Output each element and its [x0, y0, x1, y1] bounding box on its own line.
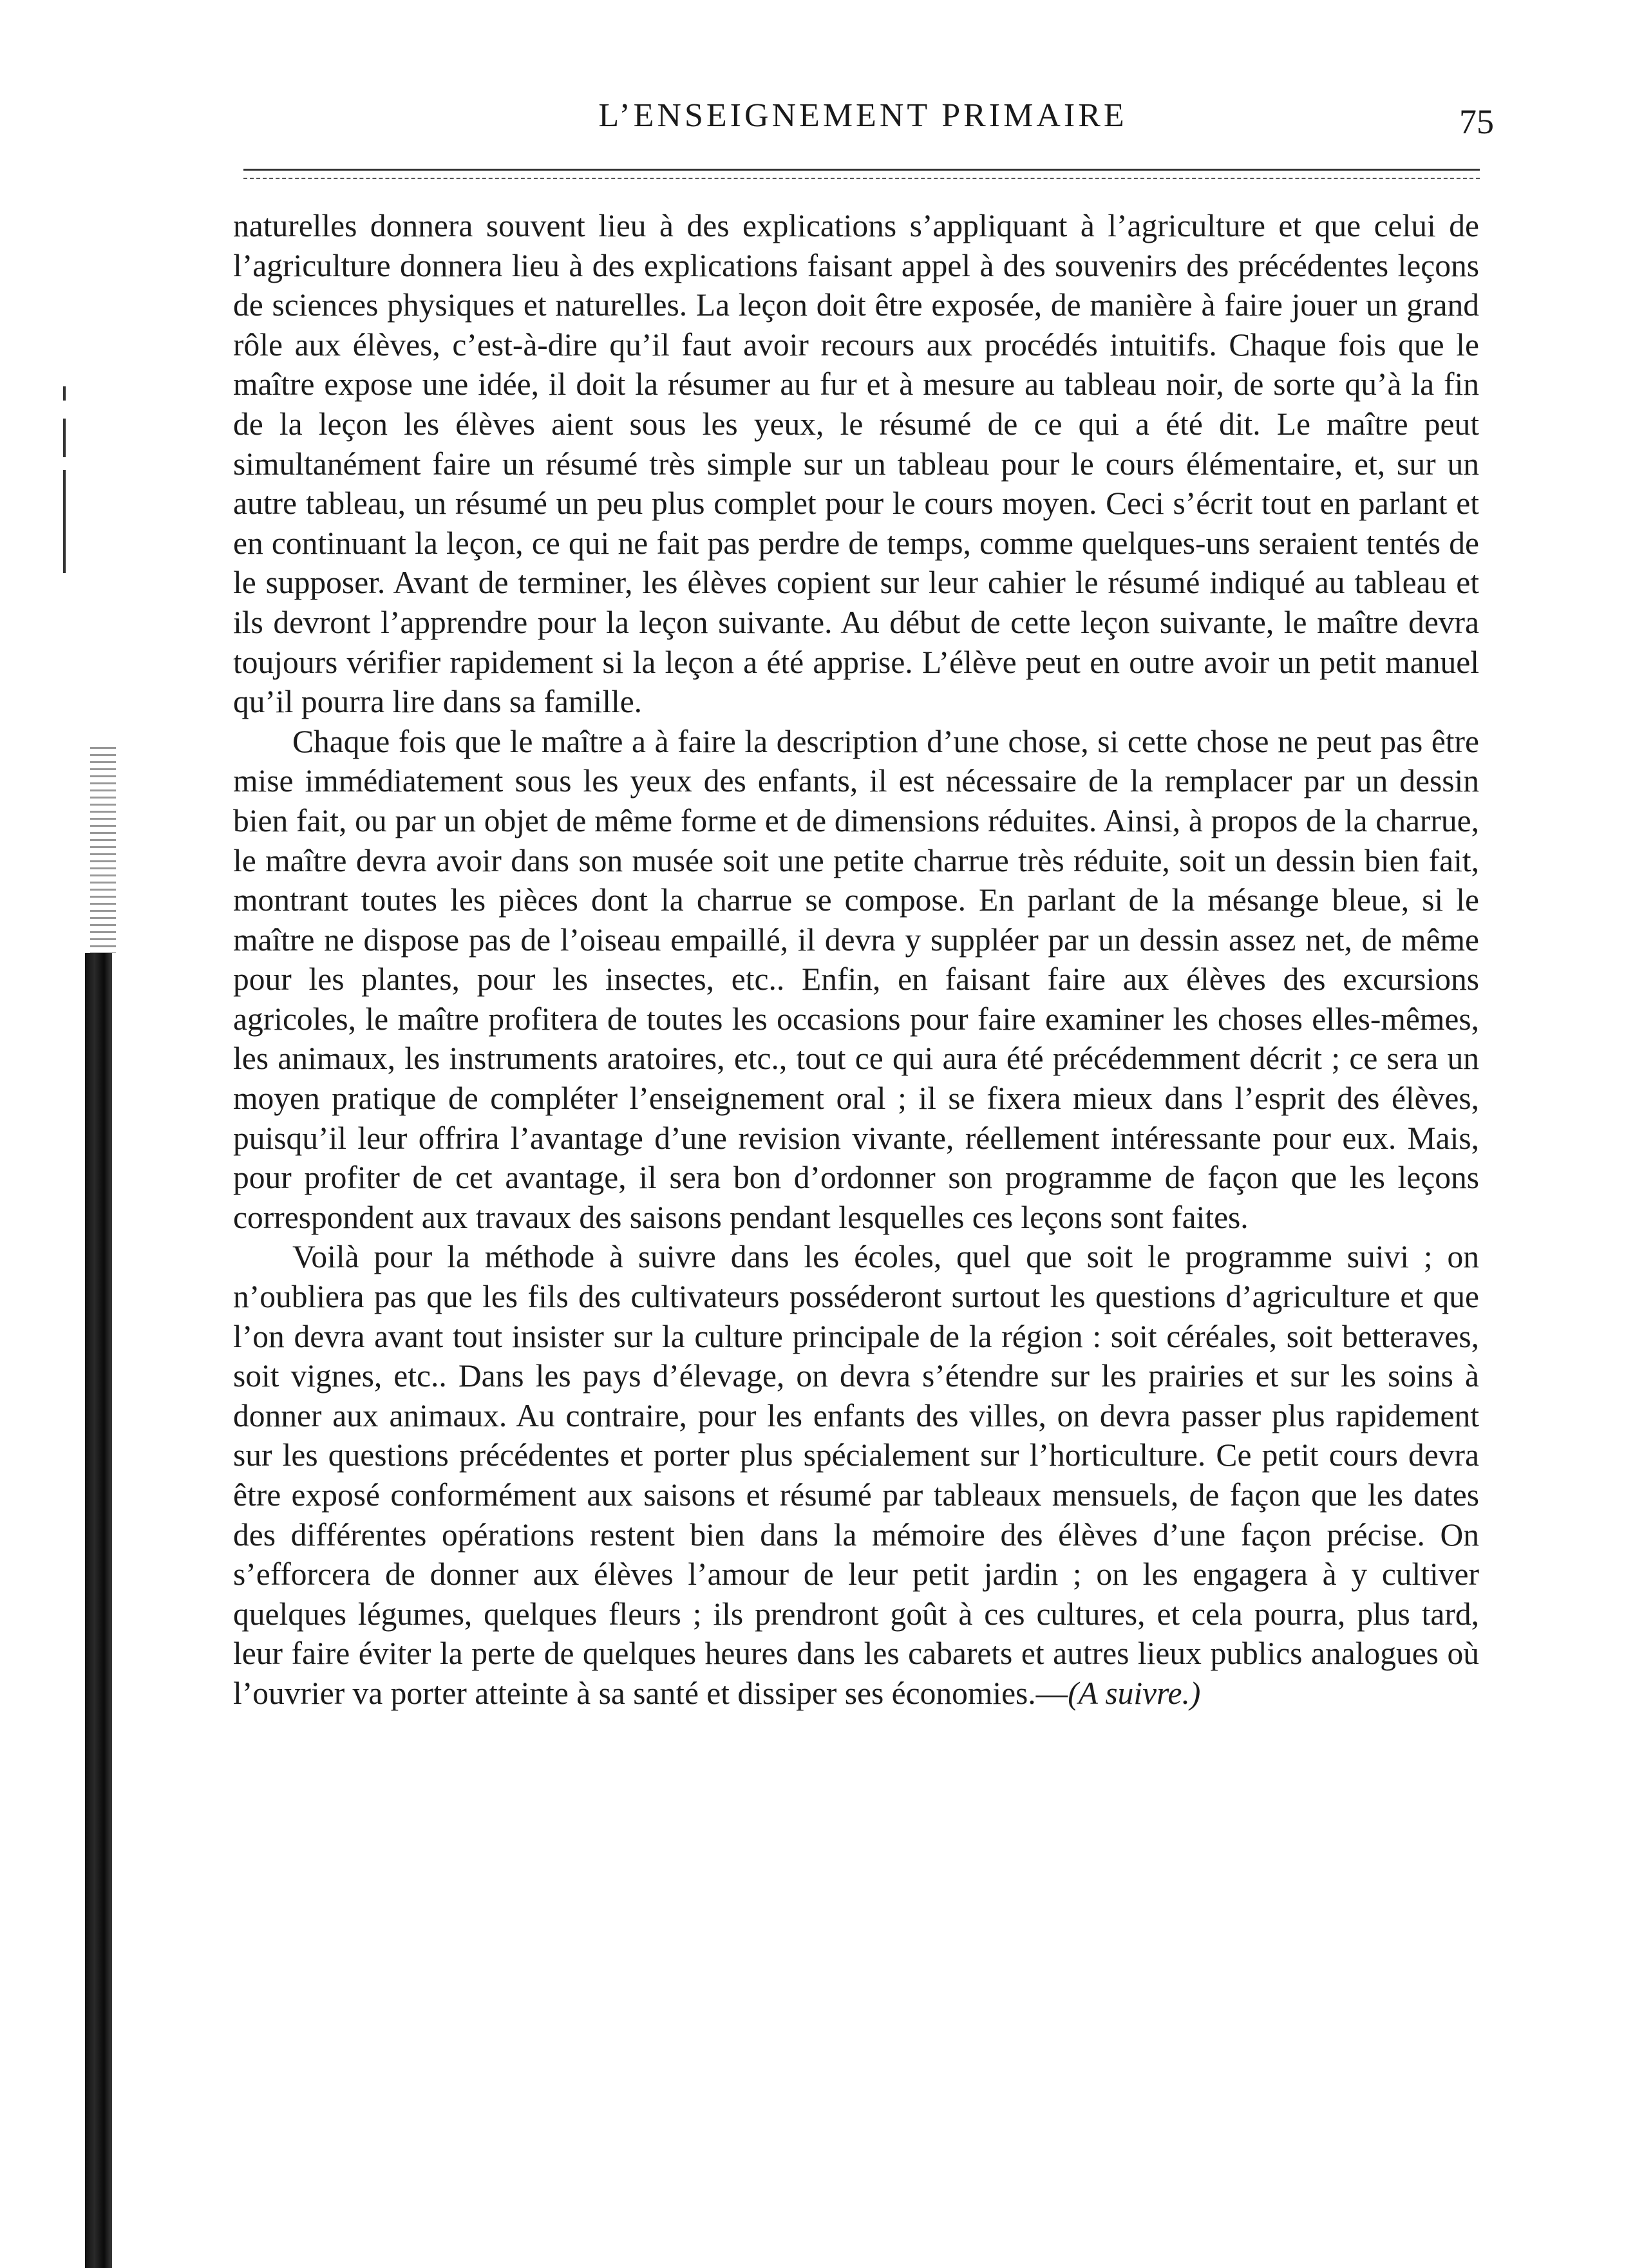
page-number: 75	[1459, 102, 1494, 141]
margin-mark	[63, 386, 66, 401]
paragraph-text: Voilà pour la méthode à suivre dans les écoles, quel que soit le programme suivi ; on n’oubliera pas que les fils des cultivateurs posséderont surtout les questions d’agriculture et que l’on devra avant tout insister sur la culture principale de la région : soit céréales, soit betteraves, soit vignes, etc.. Dans les pays d’élevage, on devra s’étendre sur les prairies et sur les soins à donner aux animaux. Au contraire, pour les enfants des villes, on devra passer plus rapidement sur les questions précédentes et porter plus spécialement sur l’horticulture. Ce petit cours devra être exposé conformément aux saisons et résumé par tableaux mensuels, de façon que les dates des différentes opérations restent bien dans la mémoire des élèves d’une façon précise. On s’efforcera de donner aux élèves l’amour de leur petit jardin ; on les engagera à y cultiver quelques légumes, quelques fleurs ; ils prendront goût à ces cultures, et cela pourra, plus tard, leur faire éviter la perte de quelques heures dans les cabarets et autres lieux publics analogues où l’ouvrier va porter atteinte à sa santé et dissiper ses économies.—	[233, 1239, 1479, 1711]
margin-mark	[63, 470, 66, 573]
running-head	[232, 97, 1494, 148]
paragraph: Chaque fois que le maître a à faire la description d’une chose, si cette chose ne peut pas être mise immédiatement sous les yeux des enfants, il est nécessaire de la remplacer par un dessin bien fait, ou par un objet de même forme et de dimensions réduites. Ainsi, à propos de la charrue, le maître devra avoir dans son musée soit une petite charrue très réduite, soit un dessin bien fait, montrant toutes les pièces dont la charrue se compose. En parlant de la mésange bleue, si le maître ne dispose pas de l’oiseau empaillé, il devra y suppléer par un dessin assez net, de même pour les plantes, pour les insectes, etc.. Enfin, en faisant faire aux élèves des excursions agricoles, le maître profitera de toutes les occasions pour faire examiner les choses elles-mêmes, les animaux, les instruments aratoires, etc., tout ce qui aura été précédemment décrit ; ce sera un moyen pratique de compléter l’enseignement oral ; il se fixera mieux dans l’esprit des élèves, puisqu’il leur offrira l’avantage d’une revision vivante, réellement intéressante pour eux. Mais, pour profiter de cet avantage, il sera bon d’ordonner son programme de façon que les leçons correspondent aux travaux des saisons pendant lesquelles ces leçons sont faites.	[233, 723, 1479, 1235]
header-rule	[243, 169, 1480, 171]
continuation-note: (A suivre.)	[1068, 1675, 1201, 1711]
running-title: L’ENSEIGNEMENT PRIMAIRE	[598, 97, 1128, 134]
header-rule-secondary	[243, 178, 1480, 179]
paragraph	[233, 1237, 1479, 1713]
binding-shadow	[85, 953, 112, 2268]
binding-shadow-specks	[90, 747, 116, 953]
paragraph: naturelles donnera souvent lieu à des explications s’appliquant à l’agriculture et que celui de l’agriculture donnera lieu à des explications faisant appel à des souvenirs des précédentes leçons de sciences physiques et naturelles. La leçon doit être exposée, de manière à faire jouer un grand rôle aux élèves, c’est-à-dire qu’il faut avoir recours aux procédés intuitifs. Chaque fois que le maître expose une idée, il doit la résumer au fur et à mesure au tableau noir, de sorte qu’à la fin de la leçon les élèves aient sous les yeux, le résumé de ce qui a été dit. Le maître peut simultanément faire un résumé très simple sur un tableau pour le cours élémentaire, et, sur un autre tableau, un résumé un peu plus complet pour le cours moyen. Ceci s’écrit tout en parlant et en continuant la leçon, ce qui ne fait pas perdre de temps, comme quelques-uns seraient tentés de le supposer. Avant de terminer, les élèves copient sur leur cahier le résumé indiqué au tableau et ils devront l’apprendre pour la leçon suivante. Au début de cette leçon suivante, le maître devra toujours vérifier rapidement si la leçon a été apprise. L’élève peut en outre avoir un petit manuel qu’il pourra lire dans sa famille.	[233, 208, 1479, 720]
margin-mark	[63, 419, 66, 457]
body-text	[233, 206, 1479, 1714]
